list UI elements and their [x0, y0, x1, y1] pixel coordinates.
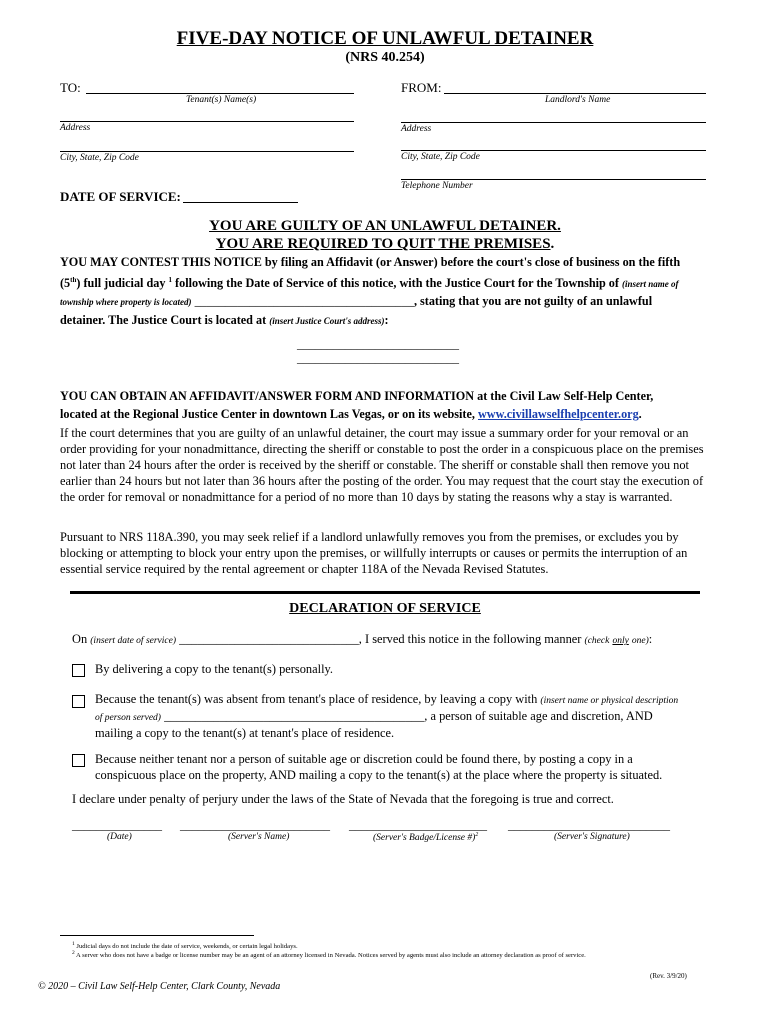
server-badge-caption: [373, 832, 478, 843]
relief-paragraph: Pursuant to NRS 118A.390, you may seek relief if a landlord unlawfully removes you from the premises, or excludes you by blocking or attempting to block your entry upon the premises, or willfully interrupts or causes or permits the interruption of an essential service required by the rental agreement or chapter 118A of the Nevada Revised Statutes.: [60, 530, 688, 576]
server-badge-blank[interactable]: _______________________: [349, 818, 487, 832]
date-of-service-label: DATE OF SERVICE:: [60, 189, 181, 204]
township-blank[interactable]: ____________________________________: [194, 294, 414, 309]
landlord-name-line[interactable]: [444, 93, 706, 94]
perjury-statement: I declare under penalty of perjury under the laws of the State of Nevada that the foregoing is true and correct.: [72, 792, 614, 806]
option2-text-a: Because the tenant(s) was absent from tenant's place of residence, by leaving a copy with: [95, 692, 538, 706]
obtain-text-1: YOU CAN OBTAIN AN AFFIDAVIT/ANSWER FORM AND INFORMATION at the Civil Law Self-Help Center,: [60, 389, 654, 403]
date-signature-blank[interactable]: _______________: [72, 818, 162, 832]
option3-text-b: conspicuous place on the property, AND mailing a copy to the tenant(s) at the place where the property is situated.: [95, 768, 663, 782]
date-of-service-line[interactable]: [183, 202, 298, 203]
server-badge-caption-text: (Server's Badge/License #): [373, 833, 476, 844]
served-on-line: [72, 632, 652, 647]
from-label: FROM:: [401, 80, 442, 95]
option2-insert-hint-b: of person served): [95, 713, 161, 723]
option1-text: By delivering a copy to the tenant(s) personally.: [95, 662, 333, 676]
contest-text-4: , stating that you are not guilty of an unlawful: [413, 294, 653, 309]
quit-notice-text: YOU ARE REQUIRED TO QUIT THE PREMISES: [215, 236, 551, 252]
check-hint-b: one): [631, 636, 649, 646]
summary-order-paragraph: If the court determines that you are guilty of an unlawful detainer, the court may issue a summary order for your removal or an order providing for your nonadmittance, directing the sheriff or constable to post the order in a conspicuous place on the premises not later than 24 hours after the order is received by the sheriff or constable. The sheriff or constable shall then remove you not earlier than 24 hours but not later than 36 hours after the posting of the order. You may request that the court stay the execution of the order for removal or nonadmittance for a period of no more than 10 days by stating the reasons why a stay is warranted.: [60, 426, 704, 504]
footnote-ref-2: 2: [475, 832, 479, 838]
tenant-address-line[interactable]: [60, 121, 354, 122]
declaration-heading: DECLARATION OF SERVICE: [289, 601, 481, 616]
footnote-ref-1: 1: [168, 275, 172, 284]
option3-text-a: Because neither tenant nor a person of suitable age or discretion could be found there, by posting a copy in a: [95, 752, 633, 766]
tenant-city-line[interactable]: [60, 151, 354, 152]
landlord-phone-caption: Telephone Number: [401, 181, 473, 191]
tenant-name-caption: Tenant(s) Name(s): [186, 95, 257, 105]
contest-text-1: YOU MAY CONTEST THIS NOTICE by filing an Affidavit (or Answer) before the court's close of business on the fifth: [60, 255, 681, 269]
insert-township-hint-b: township where property is located): [60, 297, 192, 308]
contest-colon: :: [384, 312, 389, 327]
declaration-heading-wrap: [0, 601, 770, 617]
statute-reference: (NRS 40.254): [345, 50, 425, 65]
option2-text-b: , a person of suitable age and discretion, AND: [424, 709, 653, 723]
quit-notice-line: [0, 236, 770, 253]
check-colon: :: [648, 632, 653, 646]
option2-person-blank[interactable]: __________________________________________: [164, 709, 425, 723]
contest-text-5b: detainer. The Justice Court is located at: [60, 312, 267, 327]
contest-paragraph: [60, 254, 712, 330]
footnote-separator: [60, 935, 254, 936]
insert-date-hint: (insert date of service): [90, 636, 177, 646]
obtain-form-paragraph: [60, 388, 712, 423]
option2-insert-hint-a: (insert name or physical description: [540, 696, 679, 706]
landlord-address-line[interactable]: [401, 122, 706, 123]
option2-text: [95, 692, 715, 741]
on-label: On: [72, 632, 88, 646]
server-signature-blank[interactable]: ___________________________: [508, 818, 670, 832]
obtain-end: .: [638, 406, 642, 421]
tenant-city-caption: City, State, Zip Code: [60, 153, 139, 163]
guilty-notice-line: [0, 218, 770, 235]
option1-checkbox[interactable]: [72, 664, 85, 677]
option2-checkbox[interactable]: [72, 695, 85, 708]
footnote-2-text: A server who does not have a badge or license number may be an agent of an attorney licensed in Nevada. Notices served by agents must also include an attorney declaration as proof of service.: [76, 952, 586, 960]
section-divider: [70, 591, 700, 594]
tenant-address-caption: Address: [60, 123, 91, 133]
landlord-phone-line[interactable]: [401, 179, 706, 180]
quit-notice-period: .: [550, 236, 555, 252]
contest-text-3: following the Date of Service of this notice, with the Justice Court for the Township of: [175, 275, 619, 290]
check-hint-a: (check: [584, 636, 610, 646]
footnote-1-mark: 1: [72, 941, 75, 947]
document-title: FIVE-DAY NOTICE OF UNLAWFUL DETAINER: [176, 28, 594, 49]
footnote-1: [72, 941, 712, 950]
service-date-blank[interactable]: _____________________________: [179, 632, 359, 646]
court-address-blank-1[interactable]: ___________________________: [297, 337, 459, 351]
landlord-name-caption: Landlord's Name: [545, 95, 611, 105]
option3-text: [95, 751, 715, 783]
contest-text-th: th: [70, 275, 77, 284]
footnote-1-text: Judicial days do not include the date of service, weekends, or certain legal holidays.: [76, 943, 298, 951]
copyright-footer: © 2020 – Civil Law Self-Help Center, Clark County, Nevada: [38, 981, 281, 992]
landlord-city-line[interactable]: [401, 150, 706, 151]
website-link[interactable]: www.civillawselfhelpcenter.org: [478, 406, 639, 421]
revision-date: (Rev. 3/9/20): [650, 972, 687, 980]
date-caption: (Date): [107, 832, 132, 842]
server-name-blank[interactable]: _________________________: [180, 818, 330, 832]
server-name-caption: (Server's Name): [228, 832, 290, 842]
to-label: TO:: [60, 80, 81, 95]
option2-text-c: mailing a copy to the tenant(s) at tenant's place of residence.: [95, 726, 395, 740]
landlord-address-caption: Address: [401, 124, 432, 134]
footnote-2-mark: 2: [72, 950, 75, 956]
option3-checkbox[interactable]: [72, 754, 85, 767]
court-address-blank-2[interactable]: ___________________________: [297, 351, 459, 365]
obtain-text-2: located at the Regional Justice Center in downtown Las Vegas, or on its website,: [60, 406, 475, 421]
check-hint-only: only: [612, 636, 629, 646]
landlord-city-caption: City, State, Zip Code: [401, 152, 480, 162]
guilty-notice-text: YOU ARE GUILTY OF AN UNLAWFUL DETAINER.: [209, 218, 561, 234]
server-signature-caption: (Server's Signature): [554, 832, 630, 842]
tenant-name-line[interactable]: [86, 93, 354, 94]
insert-township-hint-a: (insert name of: [622, 278, 679, 289]
contest-text-2: ) full judicial day: [76, 275, 166, 290]
contest-text-5: (5: [60, 275, 71, 290]
footnote-2: [72, 950, 732, 959]
insert-court-address-hint: (insert Justice Court's address): [269, 315, 385, 326]
served-text: , I served this notice in the following manner: [358, 632, 582, 646]
